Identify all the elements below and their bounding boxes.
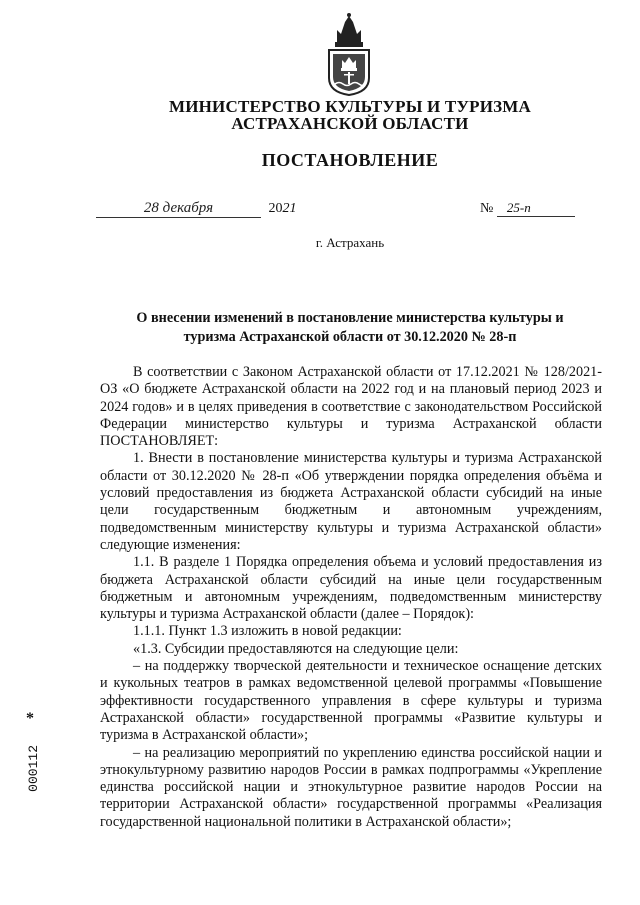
document-title [105, 309, 595, 347]
ministry-name-line2: АСТРАХАНСКОЙ ОБЛАСТИ [231, 114, 469, 133]
document-type: ПОСТАНОВЛЕНИЕ [261, 150, 439, 170]
paragraph-item-1-1-1: 1.1.1. Пункт 1.3 изложить в новой редакции: [133, 623, 402, 640]
paragraph-preamble: В соответствии с Законом Астраханской области от 17.12.2021 № 128/2021-ОЗ «О бюджете Астраханской области на 2022 год и на плановый период 2023 и 2024 годов» и в целях приведения в соответствие с законодательством Российской Федерации министерство культуры и туризма Астраханской области ПОСТАНОВЛЯЕТ: [100, 364, 602, 450]
handwritten-year: 21 [282, 201, 297, 216]
handwritten-date: 28 декабря [96, 200, 261, 218]
paragraph-item-1: 1. Внести в постановление министерства культуры и туризма Астраханской области от 30.12.2020 № 28-п «Об утверждении порядка определения объёма и условий предоставления из бюджета Астраханской области субсидий на иные цели государственным бюджетным и автономным учреждениям, подведомственным министерству культуры и туризма Астраханской области» следующие изменения: [100, 450, 602, 553]
paragraph-item-1-3: «1.3. Субсидии предоставляются на следующие цели: [133, 640, 459, 657]
document-date [96, 200, 297, 218]
paragraph-goal-1: – на поддержку творческой деятельности и техническое оснащение детских и кукольных театров в рамках ведомственной целевой программы «Повышение эффективности государственного управления в сфере культуры и туризма Астраханской области» государственной программы «Развитие культуры и туризма в Астраханской области»; [100, 658, 602, 744]
document-number [480, 200, 575, 217]
margin-asterisk: * [26, 710, 34, 727]
year-prefix: 20 [268, 201, 283, 216]
title-line1: О внесении изменений в постановление министерства культуры и [136, 310, 564, 326]
number-label: № [480, 201, 494, 216]
margin-serial-number: 000112 [26, 745, 41, 792]
coat-of-arms-emblem [323, 12, 375, 96]
paragraph-item-1-1: 1.1. В разделе 1 Порядка определения объема и условий предоставления из бюджета Астраханской области субсидий на иные цели государственным бюджетным и автономным учреждениям, подведомственным министерству культуры и туризма Астраханской области (далее – Порядок): [100, 554, 602, 623]
handwritten-number: 25-п [497, 200, 575, 217]
title-line2: туризма Астраханской области от 30.12.2020 № 28-п [183, 329, 517, 345]
paragraph-goal-2: – на реализацию мероприятий по укреплению единства российской нации и этнокультурному развитию народов России в рамках подпрограммы «Укрепление единства российской нации и этнокультурное развитие народов России на территории Астраханской области» государственной программы «Реализация государственной национальной политики в Астраханской области»; [100, 744, 602, 830]
document-body [100, 364, 602, 831]
ministry-name-line1: МИНИСТЕРСТВО КУЛЬТУРЫ И ТУРИЗМА [168, 97, 532, 116]
city: г. Астрахань [315, 235, 385, 250]
